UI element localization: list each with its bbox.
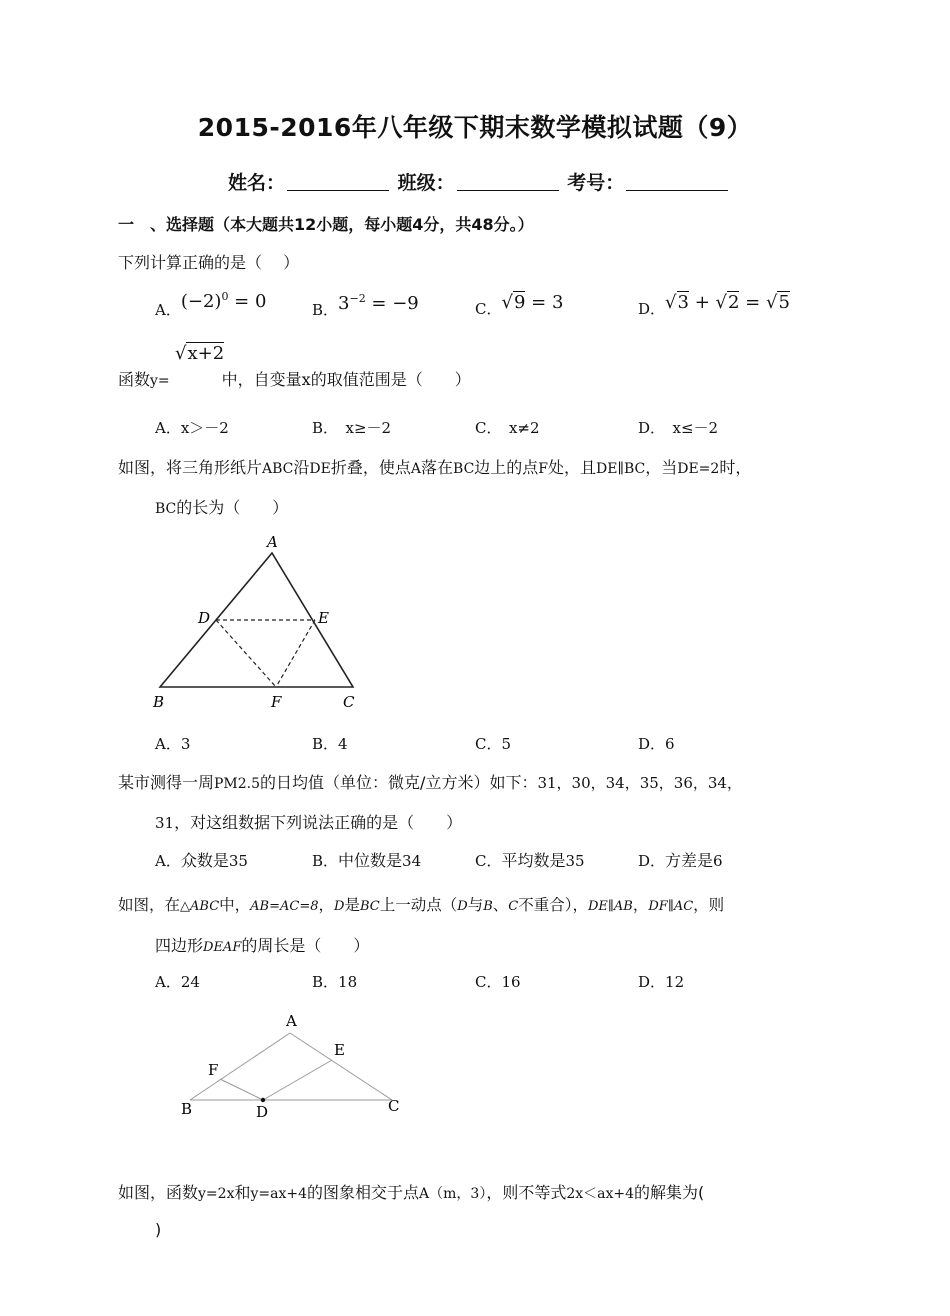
q1-option-d: D．√3 + √2 = √5 [638,292,790,318]
q5-option-a: A．24 [155,973,200,991]
student-info-row [228,168,730,195]
q5-stem-line2: 四边形DEAF的周长是（ ） [155,936,370,955]
section-heading: 一 、选择题（本大题共12小题，每小题4分，共48分。） [118,215,534,234]
segment-de [263,1060,332,1100]
q2-option-b: B． x≥－2 [312,419,392,437]
name-blank[interactable] [287,172,389,191]
label-c: C [343,693,355,711]
q3-option-d: D．6 [638,735,675,753]
label-d: D [198,609,211,627]
q1-option-a: A．$(-2)^0 = 0$ [155,290,267,319]
q4-option-b: B．中位数是34 [312,851,422,870]
label-e: E [318,609,329,627]
name-label: 姓名： [228,172,286,194]
q3-option-c: C．5 [475,735,512,753]
q3-option-b: B．4 [312,735,348,753]
q4-stem-line1: 某市测得一周PM2.5的日均值（单位：微克/立方米）如下：31，30，34，35，36，34， [118,773,742,792]
q2-option-c: C． x≠2 [475,419,540,437]
label-e: E [334,1041,345,1059]
segment-df [220,1079,263,1100]
number-label: 考号： [567,172,625,194]
q3-triangle-figure [150,530,365,715]
label-f: F [271,693,282,711]
q3-option-a: A．3 [155,735,191,753]
q4-stem-line2: 31，对这组数据下列说法正确的是（ ） [155,813,463,832]
q5-option-b: B．18 [312,973,358,991]
q6-stem-line1: 如图，函数y=2x和y=ax+4的图象相交于点A（m，3），则不等式2x＜ax+4的解集为( [118,1183,705,1202]
q5-option-d: D．12 [638,973,685,991]
q1-stem: 下列计算正确的是（ ） [118,253,300,272]
q1-option-b: B．$3^{-2} = -9$ [312,292,419,319]
label-b: B [181,1100,193,1118]
q6-stem-line2: ) [155,1220,162,1239]
side-ab [190,1033,290,1100]
label-d: D [256,1103,269,1121]
number-blank[interactable] [626,172,728,191]
page-title: 2015-2016年八年级下期末数学模拟试题（9） [197,113,753,142]
label-c: C [388,1097,400,1115]
q2-option-a: A．x＞－2 [155,419,229,437]
dashed-df [216,620,276,687]
q5-triangle-figure [170,1008,420,1123]
q3-stem-line1: 如图，将三角形纸片ABC沿DE折叠，使点A落在BC边上的点F处，且DE∥BC，当DE=2时， [118,458,752,477]
q1-option-c: C．√9 = 3 [475,292,564,318]
q2-stem: 函数y= 中，自变量x的取值范围是（ ） [118,370,471,389]
label-f: F [208,1061,219,1079]
label-a: A [267,533,278,551]
q2-radical: √x+2 [175,343,225,364]
label-a: A [286,1012,297,1030]
q2-option-d: D． x≤－2 [638,419,719,437]
label-b: B [153,693,165,711]
q3-stem-line2: BC的长为（ ） [155,498,289,517]
q4-option-a: A．众数是35 [155,851,248,870]
class-label: 班级： [397,172,455,194]
dashed-ef [276,620,315,687]
class-blank[interactable] [457,172,559,191]
q5-stem-line1: 如图，在△ABC中，AB=AC=8，D是BC上一动点（D与B、C不重合），DE∥AB，DF∥AC，则 [118,896,725,914]
q4-option-c: C．平均数是35 [475,851,585,870]
q4-option-d: D．方差是6 [638,851,723,870]
q5-option-c: C．16 [475,973,521,991]
point-d [261,1098,265,1102]
